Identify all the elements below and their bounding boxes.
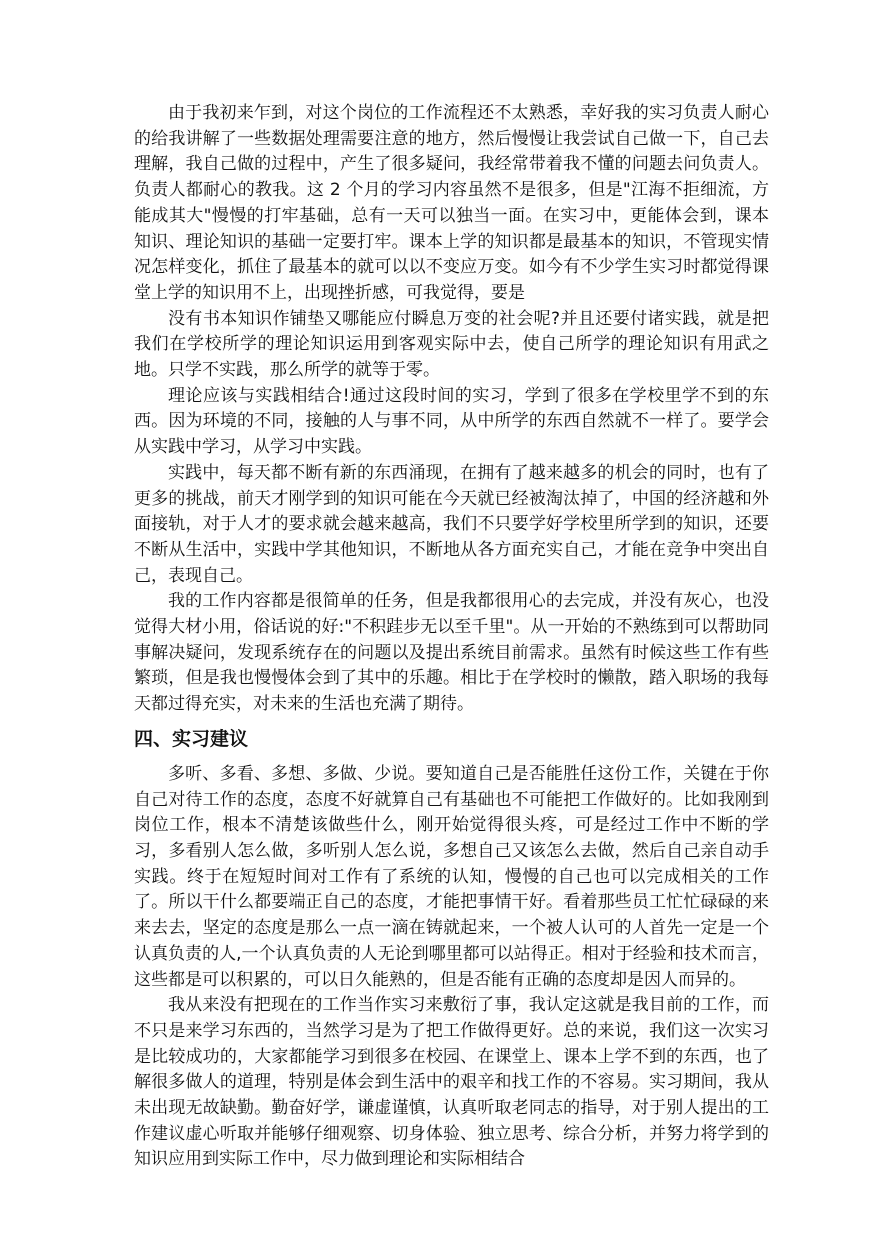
paragraph-learning-process: 由于我初来乍到，对这个岗位的工作流程还不太熟悉，幸好我的实习负责人耐心的给我讲解了一些数据处理需要注意的地方，然后慢慢让我尝试自己做一下，自己去理解，我自己做的过程中，产生了很多疑问，我经常带着我不懂的问题去问负责人。负责人都耐心的教我。这 2 个月的学习内容虽然不是很多，但是"江海不拒细流，方能成其大"慢慢的打牢基础，总有一天可以独当一面。在实习中，更能体会到，课本知识、理论知识的基础一定要打牢。课本上学的知识都是最基本的知识，不管现实情况怎样变化，抓住了最基本的就可以以不变应万变。如今有不少学生实习时都觉得课堂上学的知识用不上，出现挫折感，可我觉得，要是 (134, 103, 769, 303)
section-heading-internship-suggestions: 四、实习建议 (134, 727, 249, 750)
paragraph-attitude: 多听、多看、多想、多做、少说。要知道自己是否能胜任这份工作，关键在于你自己对待工作的态度，态度不好就算自己有基础也不可能把工作做好的。比如我刚到岗位工作，根本不清楚该做些什么，刚开始觉得很头疼，可是经过工作中不断的学习，多看别人怎么做，多听别人怎么说，多想自己又该怎么去做，然后自己亲自动手实践。终于在短短时间对工作有了系统的认知，慢慢的自己也可以完成相关的工作了。所以干什么都要端正自己的态度，才能把事情干好。看着那些员工忙忙碌碌的来来去去，坚定的态度是那么一点一滴在铸就起来，一个被人认可的人首先一定是一个认真负责的人,一个认真负责的人无论到哪里都可以站得正。相对于经验和技术而言，这些都是可以积累的，可以日久能熟的，但是否能有正确的态度却是因人而异的。 (134, 763, 769, 990)
paragraph-work-content: 我的工作内容都是很简单的任务，但是我都很用心的去完成，并没有灰心，也没觉得大材小用，俗话说的好:"不积跬步无以至千里"。从一开始的不熟练到可以帮助同事解决疑问，发现系统存在的问题以及提出系统目前需求。虽然有时候这些工作有些繁琐，但是我也慢慢体会到了其中的乐趣。相比于在学校时的懒散，踏入职场的我每天都过得充实，对未来的生活也充满了期待。 (134, 591, 769, 715)
document-page (134, 101, 769, 1173)
paragraph-book-knowledge: 没有书本知识作铺垫又哪能应付瞬息万变的社会呢?并且还要付诸实践，就是把我们在学校所学的理论知识运用到客观实际中去，使自己所学的理论知识有用武之地。只学不实践，那么所学的就等于零。 (134, 308, 769, 381)
paragraph-summary: 我从来没有把现在的工作当作实习来敷衍了事，我认定这就是我目前的工作，而不只是来学习东西的，当然学习是为了把工作做得更好。总的来说，我们这一次实习是比较成功的，大家都能学习到很多在校园、在课堂上、课本上学不到的东西，也了解很多做人的道理，特别是体会到生活中的艰辛和找工作的不容易。实习期间，我从未出现无故缺勤。勤奋好学，谦虚谨慎，认真听取老同志的指导，对于别人提出的工作建议虚心听取并能够仔细观察、切身体验、独立思考、综合分析，并努力将学到的知识应用到实际工作中，尽力做到理论和实际相结合 (134, 995, 769, 1170)
paragraph-theory-practice: 理论应该与实践相结合!通过这段时间的实习，学到了很多在学校里学不到的东西。因为环境的不同，接触的人与事不同，从中所学的东西自然就不一样了。要学会从实践中学习，从学习中实践。 (134, 385, 769, 458)
paragraph-challenges: 实践中，每天都不断有新的东西涌现，在拥有了越来越多的机会的同时，也有了更多的挑战，前天才刚学到的知识可能在今天就已经被淘汰掉了，中国的经济越和外面接轨，对于人才的要求就会越来越高，我们不只要学好学校里所学到的知识，还要不断从生活中，实践中学其他知识，不断地从各方面充实自己，才能在竞争中突出自己，表现自己。 (134, 462, 769, 586)
